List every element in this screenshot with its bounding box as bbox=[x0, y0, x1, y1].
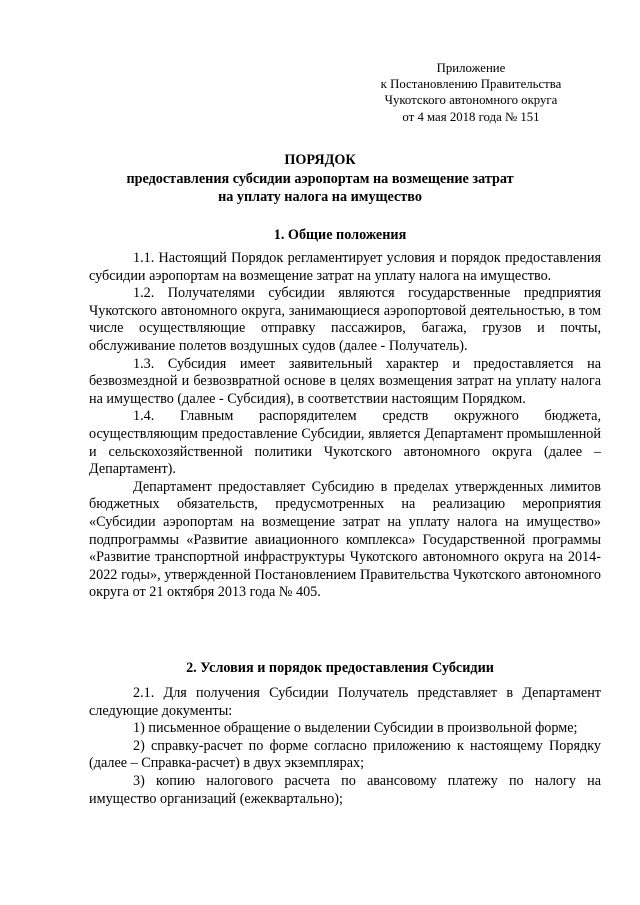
paragraph: 3) копию налогового расчета по авансовому платежу по налогу на имущество организаций (ежеквартально); bbox=[89, 772, 601, 807]
title-main: ПОРЯДОК bbox=[284, 152, 356, 168]
document-title bbox=[60, 151, 580, 207]
paragraph: 1.1. Настоящий Порядок регламентирует условия и порядок предоставления субсидии аэропортам на возмещение затрат на уплату налога на имущество. bbox=[89, 250, 601, 284]
section-2-body bbox=[89, 685, 601, 808]
section-2-heading: 2. Условия и порядок предоставления Субсидии bbox=[186, 660, 494, 676]
appendix-line: Приложение bbox=[436, 61, 506, 75]
paragraph: 1.4. Главным распорядителем средств окружного бюджета, осуществляющим предоставление Субсидии, является Департамент промышленной и сельскохозяйственной политики Чукотского автономного округа (далее – Департамент). bbox=[89, 408, 601, 478]
paragraph: Департамент предоставляет Субсидию в пределах утвержденных лимитов бюджетных обязательств, предусмотренных на реализацию мероприятия «Субсидии аэропортам на возмещение затрат на уплату налога на имущество» подпрограммы «Развитие авиационного комплекса» Государственной программы «Развитие транспортной инфраструктуры Чукотского автономного округа на 2014-2022 годы», утвержденной Постановлением Правительства Чукотского автономного округа от 21 октября 2013 года № 405. bbox=[89, 478, 601, 601]
section-1-heading: 1. Общие положения bbox=[273, 227, 407, 243]
paragraph: 1.3. Субсидия имеет заявительный характер и предоставляется на безвозмездной и безвозвратной основе в целях возмещения затрат на уплату налога на имущество (далее - Субсидия), в соответствии настоящим Порядком. bbox=[89, 355, 601, 407]
section-1-body bbox=[89, 250, 601, 602]
paragraph: 2) справку-расчет по форме согласно приложению к настоящему Порядку (далее – Справка-расчет) в двух экземплярах; bbox=[89, 737, 601, 772]
appendix-line: к Постановлению Правительства bbox=[380, 77, 562, 92]
appendix-date-number: от 4 мая 2018 года № 151 bbox=[402, 109, 540, 124]
paragraph: 2.1. Для получения Субсидии Получатель представляет в Департамент следующие документы: bbox=[89, 685, 601, 719]
appendix-line: Чукотского автономного округа bbox=[384, 93, 558, 108]
title-line: на уплату налога на имущество bbox=[218, 189, 422, 205]
paragraph: 1.2. Получателями субсидии являются государственные предприятия Чукотского автономного округа, занимающиеся аэропортовой деятельностью, в том числе осуществляющие отправку пассажиров, багажа, грузов и почты, обслуживание полетов воздушных судов (далее - Получатель). bbox=[89, 285, 601, 354]
title-line: предоставления субсидии аэропортам на возмещение затрат bbox=[126, 170, 514, 187]
paragraph: 1) письменное обращение о выделении Субсидии в произвольной форме; bbox=[133, 720, 578, 737]
appendix-header bbox=[350, 60, 592, 125]
